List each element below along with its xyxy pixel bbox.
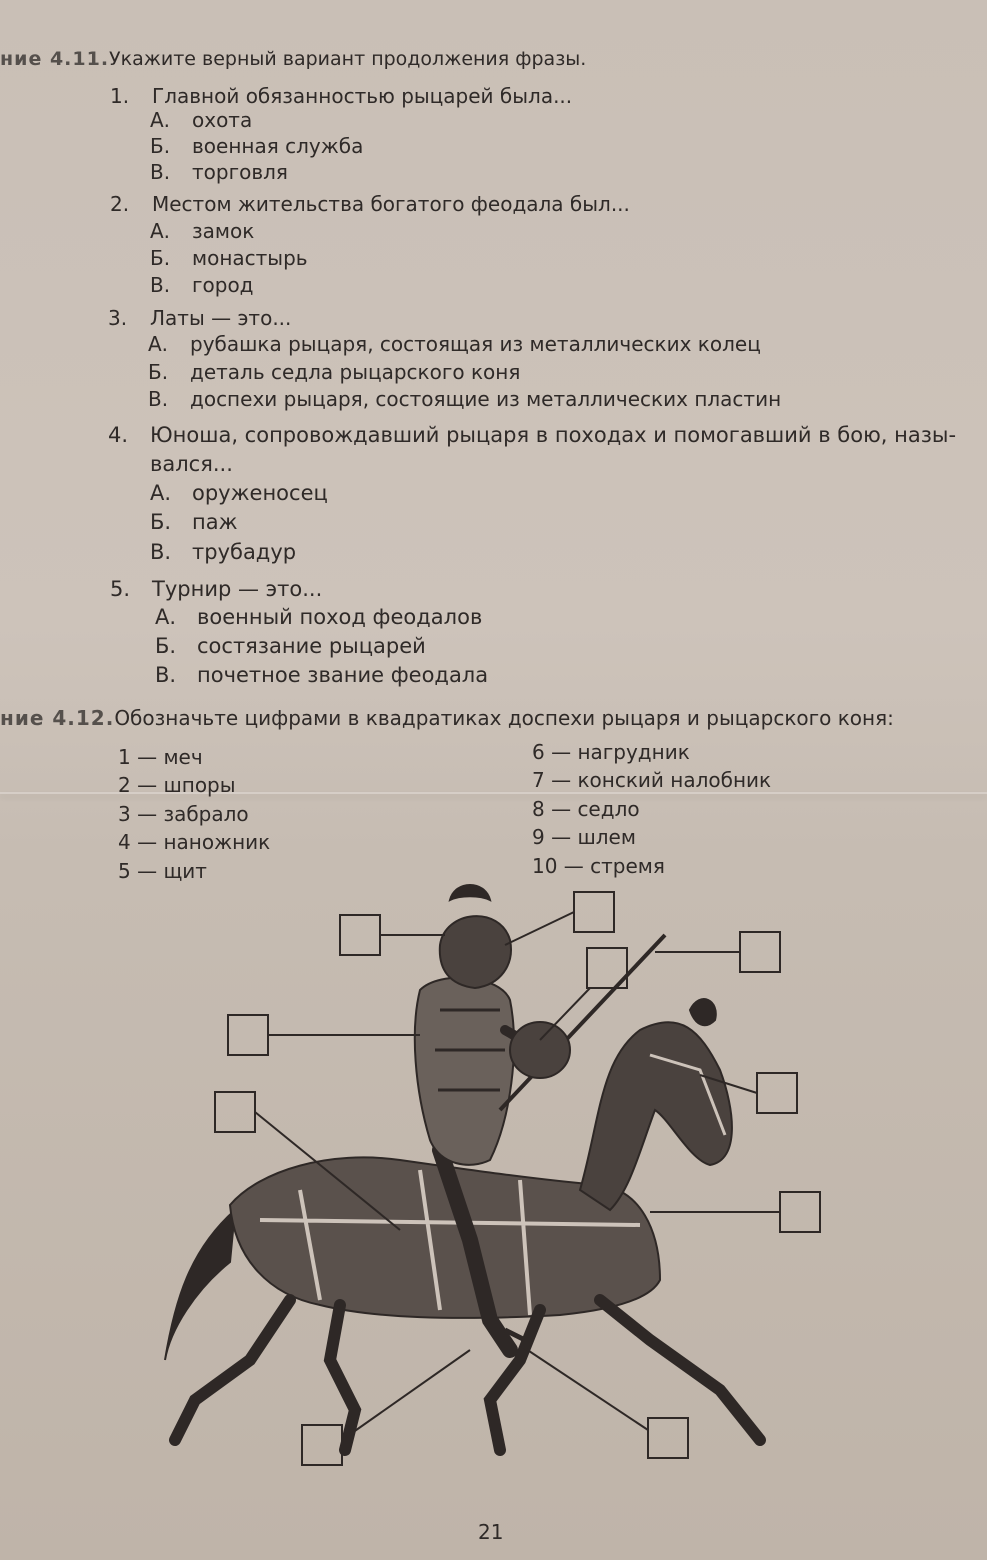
legend-item-1: 1 — меч bbox=[118, 745, 203, 769]
option-letter: Б. bbox=[148, 360, 169, 384]
question-text-continued: вался... bbox=[150, 452, 233, 476]
option-letter: А. bbox=[155, 605, 177, 629]
question-text: Турнир — это... bbox=[152, 577, 323, 601]
label-box-helmet-left[interactable] bbox=[340, 915, 380, 955]
option-letter: Б. bbox=[150, 134, 171, 158]
option-letter: В. bbox=[150, 273, 171, 297]
question-number: 1. bbox=[110, 84, 130, 108]
option-letter: А. bbox=[150, 219, 171, 243]
option-text: город bbox=[192, 273, 254, 297]
label-box-horse-head[interactable] bbox=[757, 1073, 797, 1113]
option-text: состязание рыцарей bbox=[197, 634, 426, 658]
question-text: Местом жительства богатого феодала был... bbox=[152, 192, 630, 216]
option-letter: Б. bbox=[150, 510, 172, 534]
question-text: Главной обязанностью рыцарей была... bbox=[152, 84, 573, 108]
task-4-11-number: ние 4.11. bbox=[0, 48, 110, 70]
legend-item-7: 7 — конский налобник bbox=[532, 768, 772, 792]
option-text: доспехи рыцаря, состоящие из металлических пластин bbox=[190, 387, 782, 411]
legend-item-10: 10 — стремя bbox=[532, 854, 665, 878]
label-box-bottom-left[interactable] bbox=[302, 1425, 342, 1465]
page-number: 21 bbox=[478, 1520, 504, 1544]
task-4-11-prompt: Укажите верный вариант продолжения фразы. bbox=[109, 48, 587, 70]
option-text: паж bbox=[192, 510, 238, 534]
option-letter: В. bbox=[150, 540, 172, 564]
task-4-12-number: ние 4.12. bbox=[0, 706, 115, 730]
legend-item-6: 6 — нагрудник bbox=[532, 740, 690, 764]
question-number: 2. bbox=[110, 192, 130, 216]
option-letter: В. bbox=[150, 160, 171, 184]
legend-item-2: 2 — шпоры bbox=[118, 773, 236, 797]
question-number: 4. bbox=[108, 423, 129, 447]
label-box-horse-chest[interactable] bbox=[780, 1192, 820, 1232]
option-text: военный поход феодалов bbox=[197, 605, 483, 629]
legend-item-5: 5 — щит bbox=[118, 859, 207, 883]
option-text: трубадур bbox=[192, 540, 297, 564]
label-box-top[interactable] bbox=[574, 892, 614, 932]
option-letter: А. bbox=[150, 108, 171, 132]
question-number: 5. bbox=[110, 577, 131, 601]
label-box-right-top[interactable] bbox=[740, 932, 780, 972]
legend-item-9: 9 — шлем bbox=[532, 825, 636, 849]
legend-item-4: 4 — наножник bbox=[118, 830, 271, 854]
label-box-left-mid[interactable] bbox=[228, 1015, 268, 1055]
option-letter: В. bbox=[148, 387, 169, 411]
option-text: почетное звание феодала bbox=[197, 663, 489, 687]
option-text: монастырь bbox=[192, 246, 308, 270]
option-text: военная служба bbox=[192, 134, 364, 158]
legend-item-3: 3 — забрало bbox=[118, 802, 249, 826]
task-4-12-prompt: Обозначьте цифрами в квадратиках доспехи рыцаря и рыцарского коня: bbox=[114, 706, 894, 730]
option-text: рубашка рыцаря, состоящая из металлических колец bbox=[190, 332, 761, 356]
option-text: деталь седла рыцарского коня bbox=[190, 360, 521, 384]
label-box-left-low[interactable] bbox=[215, 1092, 255, 1132]
question-number: 3. bbox=[108, 306, 128, 330]
question-text: Юноша, сопровождавший рыцаря в походах и помогавший в бою, назы- bbox=[150, 423, 957, 447]
option-text: охота bbox=[192, 108, 253, 132]
option-letter: Б. bbox=[150, 246, 171, 270]
option-letter: В. bbox=[155, 663, 177, 687]
option-letter: А. bbox=[148, 332, 169, 356]
option-text: замок bbox=[192, 219, 255, 243]
question-text: Латы — это... bbox=[150, 306, 292, 330]
label-box-bottom-right[interactable] bbox=[648, 1418, 688, 1458]
option-letter: Б. bbox=[155, 634, 177, 658]
option-letter: А. bbox=[150, 481, 172, 505]
option-text: торговля bbox=[192, 160, 288, 184]
option-text: оруженосец bbox=[192, 481, 328, 505]
legend-item-8: 8 — седло bbox=[532, 797, 640, 821]
